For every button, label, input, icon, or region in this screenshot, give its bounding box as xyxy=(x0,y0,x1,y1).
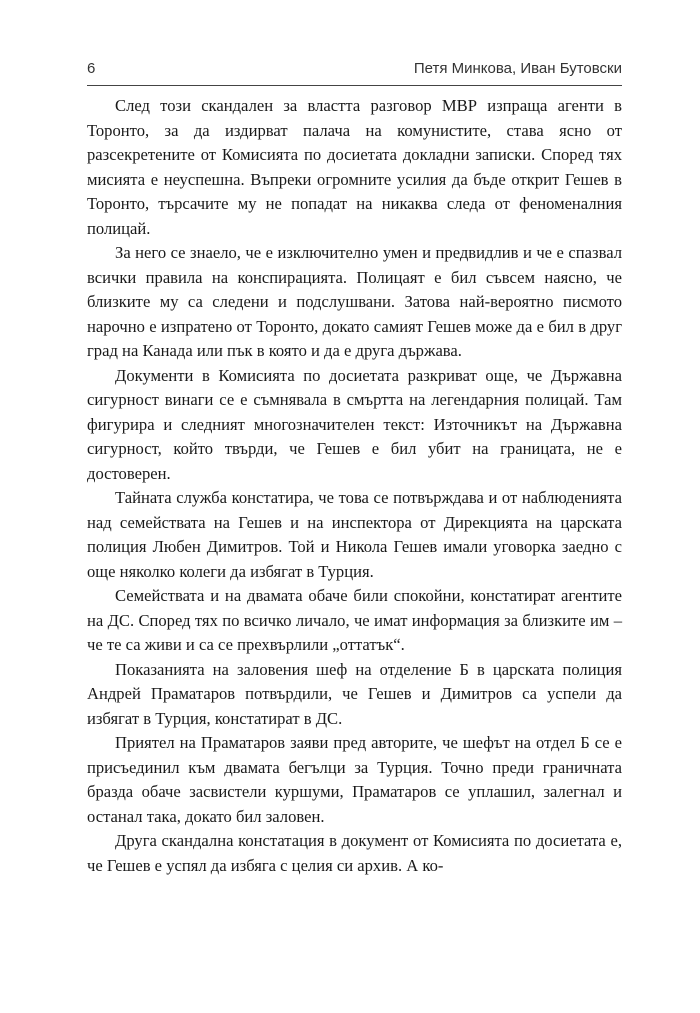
paragraph: Друга скандална констатация в документ от Комисията по досиетата е, че Гешев е успял да избяга с целия си архив. А ко- xyxy=(87,831,622,875)
running-title-authors: Петя Минкова, Иван Бутовски xyxy=(413,60,622,77)
paragraph: Показанията на заловения шеф на отделение Б в царската полиция Андрей Праматаров потвърдили, че Гешев и Димитров са успели да избягат в Турция, констатират в ДС. xyxy=(87,659,622,728)
paragraph: За него се знаело, че е изключително умен и предвидлив и че е спазвал всички правила на конспирацията. Полицаят е бил съвсем наясно, че близките му са следени и подслушвани. Затова най-вероятно писмото нарочно е изпратено от Торонто, докато самият Гешев може да е бил в друг град на Канада или пък в която и да е друга държава. xyxy=(87,243,622,360)
page-number: 6 xyxy=(87,60,96,77)
running-header xyxy=(87,60,622,82)
paragraph: Приятел на Праматаров заяви пред авторите, че шефът на отдел Б се е присъединил към двамата бегълци за Турция. Точно преди граничната бразда обаче засвистели куршуми, Праматаров се уплашил, залегнал и останал така, докато бил заловен. xyxy=(87,733,622,826)
paragraph: Документи в Комисията по досиетата разкриват още, че Държавна сигурност винаги се е съмнявала в смъртта на легендарния полицай. Там фигурира и следният многозначителен текст: Източникът на Държавна сигурност, който твърди, че Гешев е бил убит на границата, не е достоверен. xyxy=(87,365,622,483)
paragraph: Семействата и на двамата обаче били спокойни, констатират агентите на ДС. Според тях по всичко личало, че имат информация за близките им – че те са живи и са се прехвърлили „оттатък“. xyxy=(87,586,622,654)
paragraph: След този скандален за властта разговор МВР изпраща агенти в Торонто, за да издирват палача на комунистите, става ясно от разсекретените от Комисията по досиетата докладни записки. Според тях мисията е неуспешна. Въпреки огромните усилия да бъде открит Гешев в Торонто, търсачите му не попадат на никаква следа от феноменалния полицай. xyxy=(87,96,622,238)
header-rule xyxy=(87,85,622,86)
body-text xyxy=(87,94,622,878)
paragraph: Тайната служба констатира, че това се потвърждава и от наблюденията над семействата на Гешев и на инспектора от Дирекцията на царската полиция Любен Димитров. Той и Никола Гешев имали уговорка заедно с още няколко колеги да избягат в Турция. xyxy=(87,488,622,581)
